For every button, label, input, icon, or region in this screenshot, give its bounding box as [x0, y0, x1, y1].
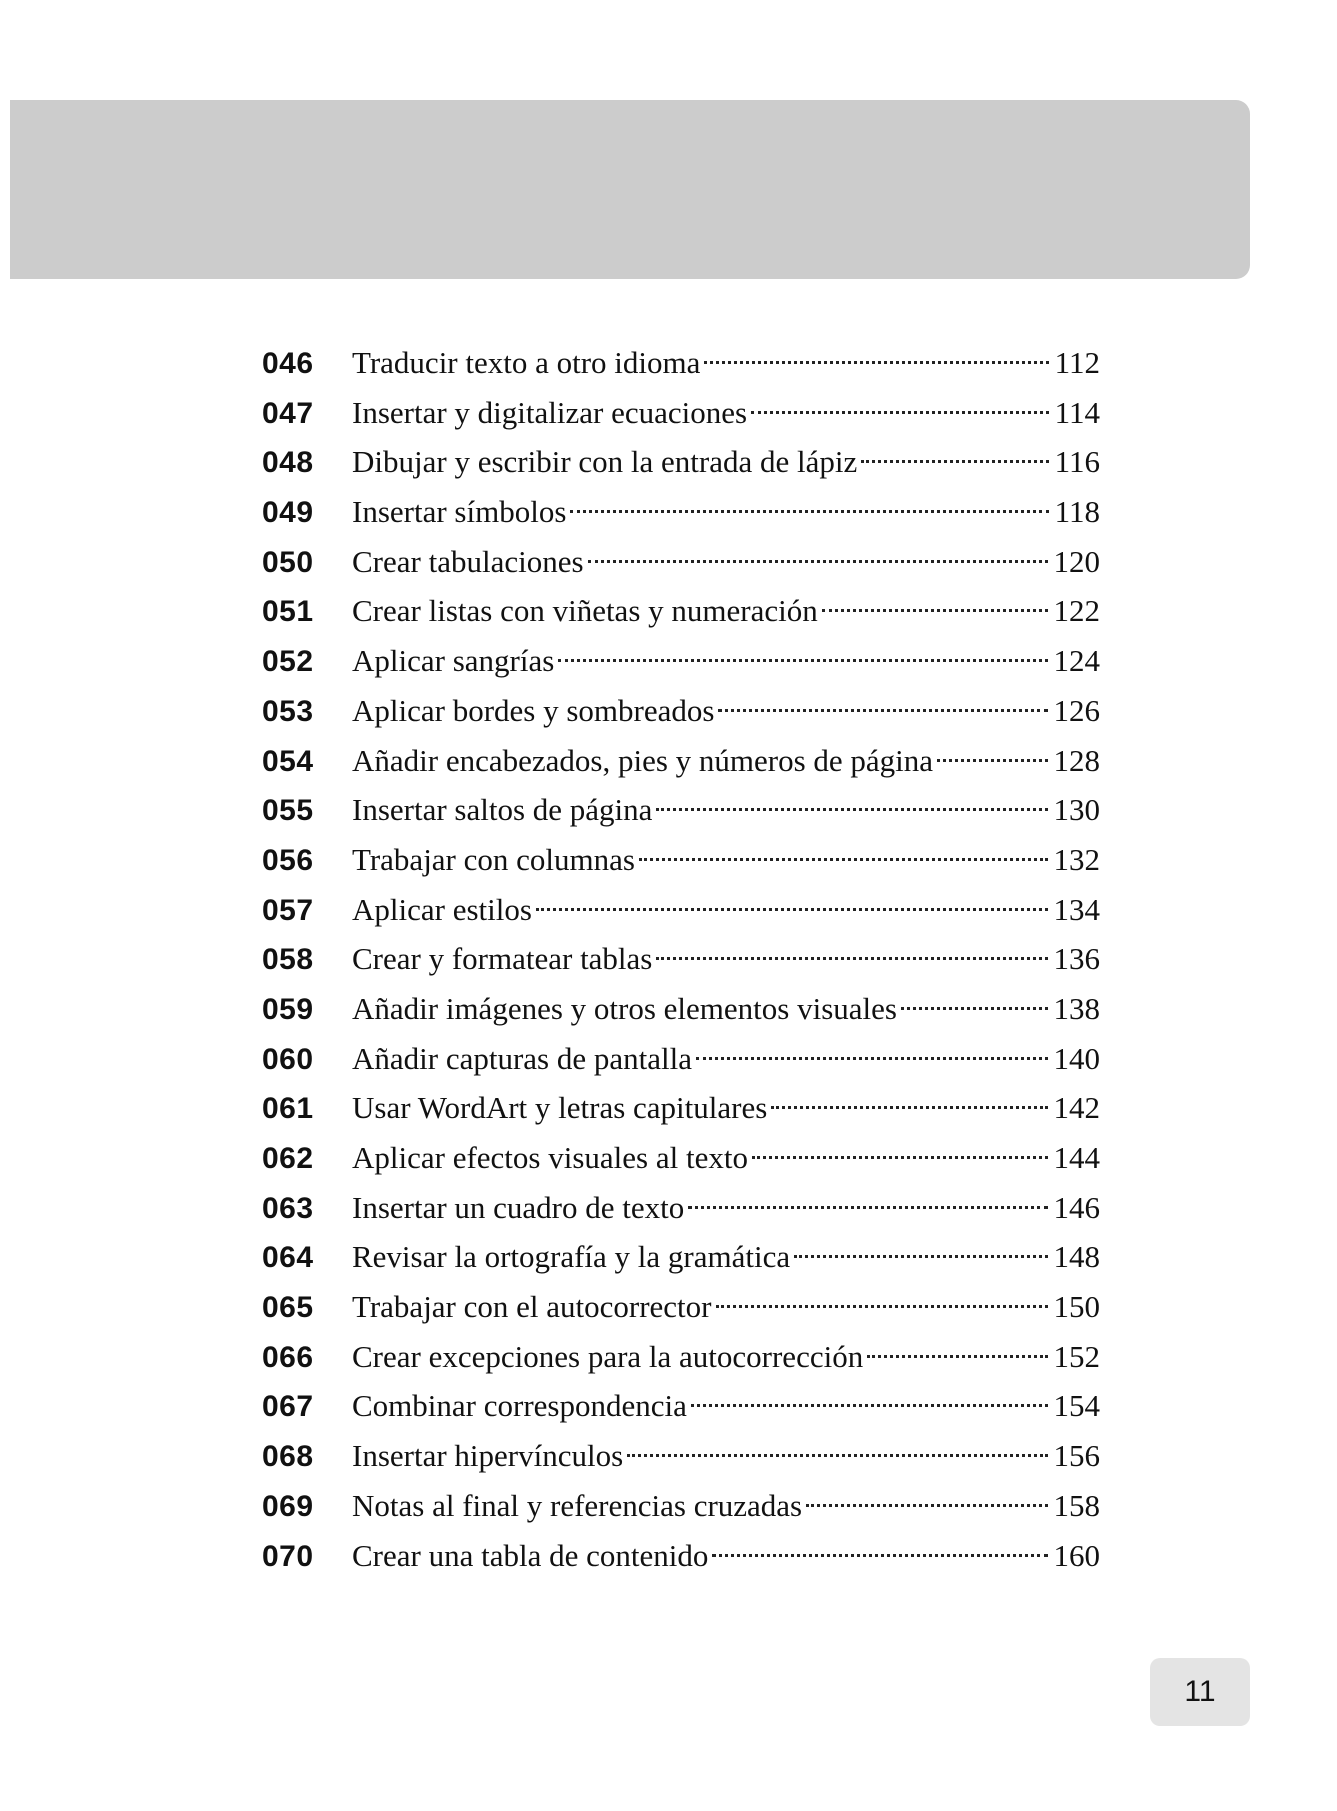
toc-entry: [262, 1133, 1100, 1183]
entry-page: 152: [1053, 1338, 1100, 1374]
entry-page: 140: [1053, 1040, 1100, 1076]
dot-leader: [691, 1404, 1048, 1407]
entry-title: Dibujar y escribir con la entrada de lápiz: [352, 444, 858, 480]
toc-entry: [262, 437, 1100, 487]
entry-number: 051: [262, 595, 314, 629]
entry-page: 146: [1053, 1189, 1100, 1225]
entry-title: Añadir imágenes y otros elementos visuales: [352, 990, 897, 1026]
dot-leader: [901, 1007, 1048, 1010]
entry-number: 063: [262, 1191, 314, 1225]
entry-number: 065: [262, 1291, 314, 1325]
entry-title: Notas al final y referencias cruzadas: [352, 1487, 803, 1523]
entry-page: 120: [1053, 543, 1100, 579]
entry-title: Trabajar con columnas: [352, 841, 635, 877]
entry-page: 126: [1053, 692, 1100, 728]
entry-number: 062: [262, 1142, 314, 1175]
entry-page: 158: [1053, 1487, 1100, 1523]
entry-title: Añadir encabezados, pies y números de página: [352, 742, 934, 778]
dot-leader: [588, 560, 1048, 563]
entry-number: 047: [262, 396, 314, 430]
dot-leader: [558, 659, 1047, 662]
entry-number: 058: [262, 943, 314, 977]
entry-number: 070: [262, 1539, 314, 1573]
toc-entry: [262, 636, 1100, 686]
toc-entry: [262, 1183, 1100, 1233]
entry-number: 069: [262, 1489, 314, 1523]
entry-number: 061: [262, 1092, 314, 1126]
entry-page: 112: [1054, 345, 1100, 380]
dot-leader: [771, 1106, 1047, 1109]
entry-page: 134: [1053, 891, 1100, 927]
entry-title: Combinar correspondencia: [352, 1388, 687, 1424]
toc-entry: [262, 835, 1100, 885]
page-number-tab: [1150, 1658, 1250, 1726]
entry-title: Aplicar sangrías: [352, 643, 555, 679]
entry-page: 124: [1053, 643, 1100, 679]
entry-page: 116: [1054, 444, 1100, 480]
entry-page: 130: [1053, 792, 1100, 828]
entry-page: 142: [1053, 1090, 1100, 1126]
entry-number: 049: [262, 496, 314, 530]
toc-entry: [262, 1083, 1100, 1133]
entry-title: Crear y formatear tablas: [352, 941, 653, 977]
entry-page: 132: [1053, 841, 1100, 877]
dot-leader: [937, 759, 1047, 762]
entry-number: 050: [262, 545, 314, 579]
dot-leader: [639, 858, 1048, 861]
entry-number: 059: [262, 992, 314, 1026]
entry-title: Insertar hipervínculos: [352, 1438, 624, 1474]
entry-number: 060: [262, 1042, 314, 1076]
entry-page: 148: [1053, 1239, 1100, 1275]
entry-title: Insertar un cuadro de texto: [352, 1189, 685, 1225]
entry-title: Aplicar bordes y sombreados: [352, 692, 715, 728]
entry-page: 144: [1053, 1140, 1100, 1175]
entry-number: 055: [262, 794, 314, 828]
dot-leader: [752, 1156, 1048, 1159]
entry-number: 053: [262, 694, 314, 728]
toc-entry: [262, 487, 1100, 537]
entry-title: Crear tabulaciones: [352, 543, 584, 579]
dot-leader: [716, 1305, 1048, 1308]
entry-number: 054: [262, 744, 314, 778]
toc-entry: [262, 1531, 1100, 1581]
entry-title: Crear listas con viñetas y numeración: [352, 593, 818, 629]
toc-entry: [262, 1232, 1100, 1282]
entry-number: 066: [262, 1340, 314, 1374]
entry-number: 064: [262, 1241, 314, 1275]
toc-entry: [262, 1381, 1100, 1431]
dot-leader: [712, 1554, 1047, 1557]
toc-entry: [262, 338, 1100, 388]
entry-number: 052: [262, 645, 314, 679]
toc-entry: [262, 1282, 1100, 1332]
dot-leader: [718, 709, 1047, 712]
header-band: [10, 100, 1250, 279]
dot-leader: [656, 957, 1047, 960]
dot-leader: [861, 460, 1048, 463]
entry-title: Crear excepciones para la autocorrección: [352, 1338, 864, 1374]
entry-page: 160: [1053, 1537, 1100, 1573]
entry-page: 128: [1053, 742, 1100, 778]
entry-page: 138: [1053, 990, 1100, 1026]
toc-entry: [262, 885, 1100, 935]
entry-number: 056: [262, 843, 314, 877]
page-number: 11: [1184, 1675, 1216, 1708]
dot-leader: [806, 1504, 1047, 1507]
entry-page: 118: [1054, 494, 1100, 530]
toc-entry: [262, 586, 1100, 636]
entry-title: Aplicar estilos: [352, 891, 532, 927]
entry-title: Crear una tabla de contenido: [352, 1537, 709, 1573]
dot-leader: [751, 411, 1049, 414]
entry-title: Añadir capturas de pantalla: [352, 1040, 692, 1076]
dot-leader: [570, 510, 1048, 513]
entry-title: Insertar saltos de página: [352, 792, 653, 828]
toc-entry: [262, 537, 1100, 587]
dot-leader: [696, 1057, 1048, 1060]
entry-title: Revisar la ortografía y la gramática: [352, 1239, 791, 1275]
dot-leader: [704, 361, 1048, 364]
entry-page: 150: [1053, 1289, 1100, 1325]
entry-title: Insertar símbolos: [352, 494, 567, 530]
table-of-contents: [262, 338, 1100, 1580]
toc-entry: [262, 1481, 1100, 1531]
toc-entry: [262, 388, 1100, 438]
entry-number: 057: [262, 893, 314, 927]
dot-leader: [867, 1355, 1047, 1358]
entry-number: 067: [262, 1390, 314, 1424]
entry-title: Traducir texto a otro idioma: [352, 345, 701, 380]
entry-page: 136: [1053, 941, 1100, 977]
toc-entry: [262, 934, 1100, 984]
toc-entry: [262, 1034, 1100, 1084]
dot-leader: [794, 1255, 1047, 1258]
entry-page: 154: [1053, 1388, 1100, 1424]
entry-title: Trabajar con el autocorrector: [352, 1289, 712, 1325]
toc-entry: [262, 1431, 1100, 1481]
toc-entry: [262, 736, 1100, 786]
entry-number: 046: [262, 347, 314, 380]
entry-page: 122: [1053, 593, 1100, 629]
dot-leader: [822, 609, 1048, 612]
entry-title: Aplicar efectos visuales al texto: [352, 1140, 748, 1175]
toc-entry: [262, 785, 1100, 835]
entry-page: 114: [1054, 394, 1100, 430]
entry-page: 156: [1053, 1438, 1100, 1474]
toc-entry: [262, 984, 1100, 1034]
toc-entry: [262, 1332, 1100, 1382]
dot-leader: [656, 808, 1047, 811]
entry-number: 048: [262, 446, 314, 480]
entry-number: 068: [262, 1440, 314, 1474]
dot-leader: [688, 1206, 1047, 1209]
toc-entry: [262, 686, 1100, 736]
dot-leader: [627, 1454, 1047, 1457]
dot-leader: [536, 908, 1048, 911]
entry-title: Usar WordArt y letras capitulares: [352, 1090, 768, 1126]
entry-title: Insertar y digitalizar ecuaciones: [352, 394, 748, 430]
